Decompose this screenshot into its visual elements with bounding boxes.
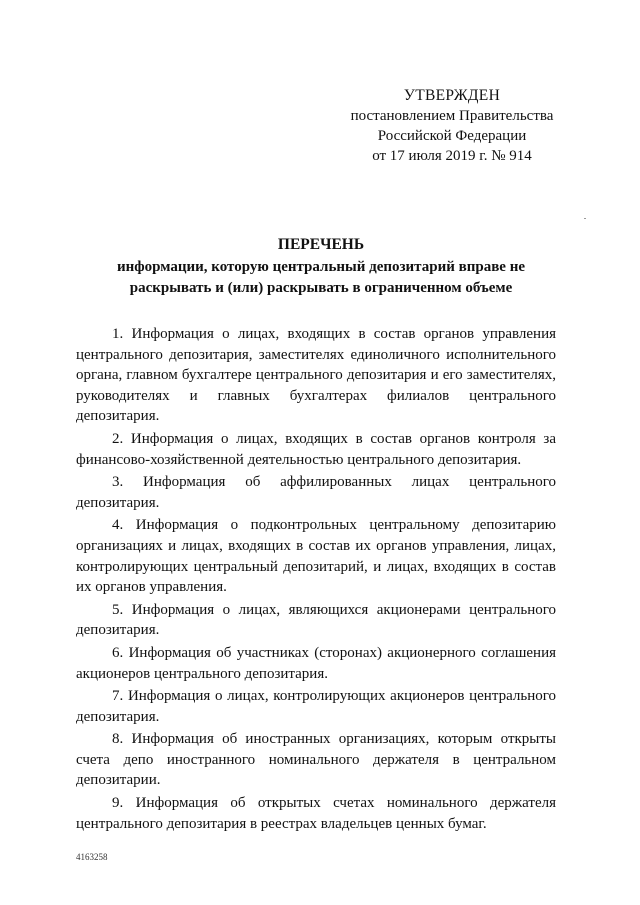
item-text: Информация об иностранных организациях, которым открыты счета депо иностранного номинального держателя в центральном депозитарии. xyxy=(76,731,556,789)
item-text: Информация об открытых счетах номинального держателя центрального депозитария в реестрах владельцев ценных бумаг. xyxy=(76,795,557,832)
approval-title: УТВЕРЖДЕН xyxy=(403,87,501,104)
list-item xyxy=(76,643,556,684)
item-number: 4. xyxy=(112,517,124,534)
list-item xyxy=(76,600,556,641)
approval-stamp xyxy=(344,86,560,166)
item-number: 1. xyxy=(112,326,124,342)
item-number: 2. xyxy=(112,430,124,447)
approval-line-1: постановлением Правительства xyxy=(350,108,554,124)
document-code: 4163258 xyxy=(76,852,108,862)
item-text: Информация о лицах, входящих в состав органов контроля за финансово-хозяйственной деятельностью центрального депозитария. xyxy=(76,430,556,468)
item-number: 9. xyxy=(112,795,124,812)
item-text: Информация о лицах, являющихся акционерами центрального депозитария. xyxy=(76,601,556,639)
item-text: Информация о лицах, контролирующих акционеров центрального депозитария. xyxy=(76,688,556,725)
document-heading xyxy=(86,234,556,299)
item-text: Информация об участниках (сторонах) акционерного соглашения акционеров центрального депозитария. xyxy=(76,644,556,682)
heading-subtitle-line-2: раскрывать и (или) раскрывать в ограниченном объеме xyxy=(129,280,513,296)
list-item xyxy=(76,686,556,727)
item-text: Информация об аффилированных лицах центрального депозитария. xyxy=(76,474,557,511)
list-item xyxy=(76,429,556,470)
item-text: Информация о подконтрольных центральному депозитарию организациях и лицах, входящих в состав их органов управления, лицах, контролирующих центральный депозитарий, и лицах, входящих в состав их органов управления. xyxy=(76,517,557,596)
item-list xyxy=(76,324,556,836)
list-item xyxy=(76,729,556,791)
scan-speck xyxy=(584,218,586,219)
approval-date-number: от 17 июля 2019 г. № 914 xyxy=(372,148,532,164)
list-item xyxy=(76,472,556,513)
item-number: 7. xyxy=(112,688,124,705)
list-item xyxy=(76,324,556,427)
list-item xyxy=(76,515,556,597)
item-number: 5. xyxy=(112,601,124,618)
approval-line-2: Российской Федерации xyxy=(377,128,527,144)
item-number: 8. xyxy=(112,731,124,748)
item-number: 3. xyxy=(112,474,124,491)
item-number: 6. xyxy=(112,644,124,661)
list-item xyxy=(76,793,556,834)
item-text: Информация о лицах, входящих в состав органов управления центрального депозитария, заместителях единоличного исполнительного органа, главном бухгалтере центрального депозитария и его заместителях, руководителях и главных бухгалтерах филиалов центрального депозитария. xyxy=(76,326,557,425)
heading-subtitle-line-1: информации, которую центральный депозитарий вправе не xyxy=(116,259,526,275)
heading-title: ПЕРЕЧЕНЬ xyxy=(277,236,365,253)
